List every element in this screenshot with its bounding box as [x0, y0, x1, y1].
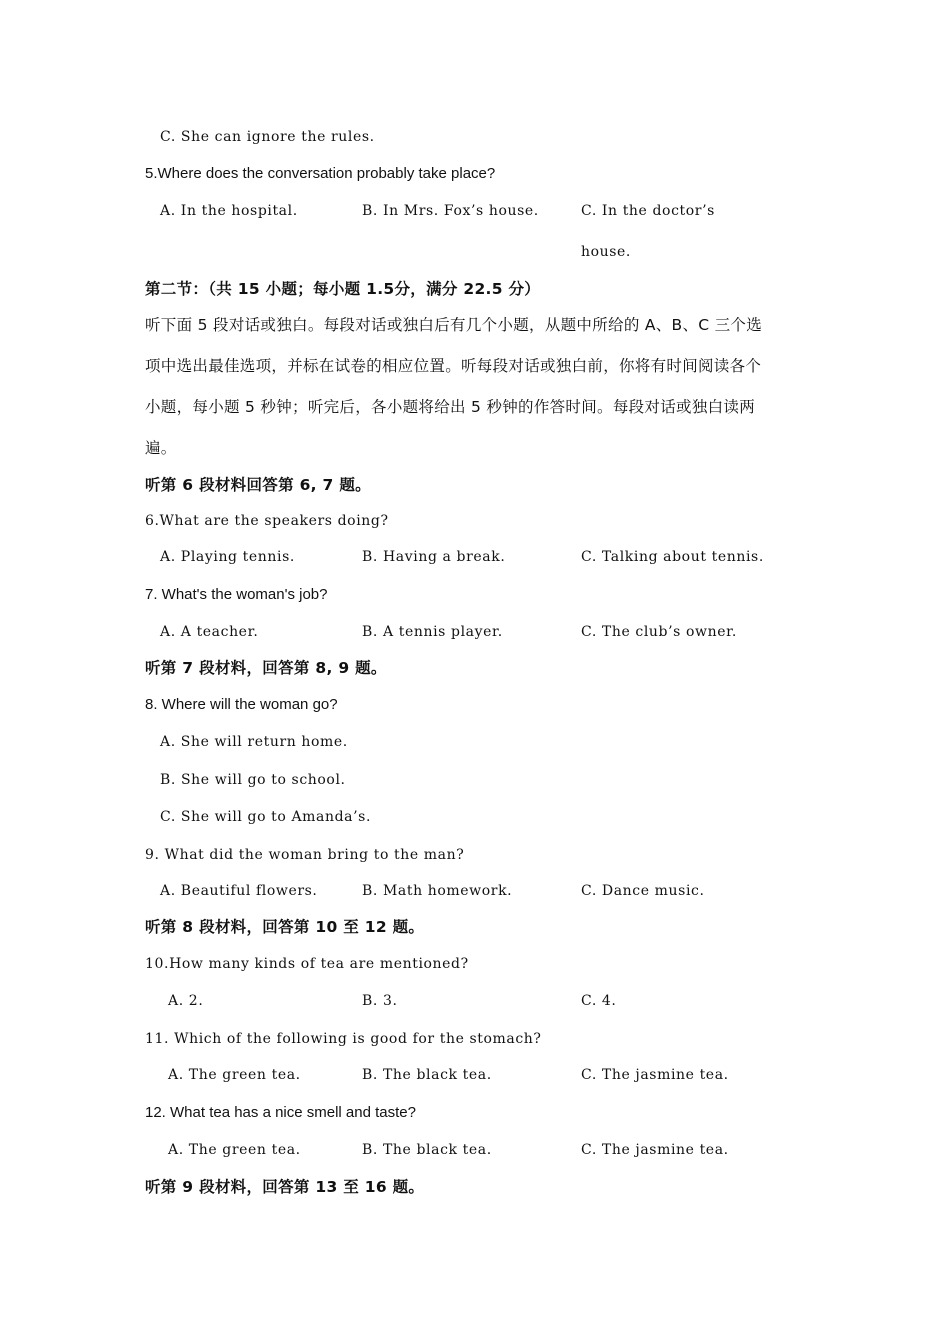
q5-option-b: B. In Mrs. Fox’s house.: [362, 203, 539, 219]
q10-stem: 10.How many kinds of tea are mentioned?: [145, 956, 469, 972]
q8-stem: 8. Where will the woman go?: [145, 696, 338, 713]
passage9-heading: 听第 9 段材料，回答第 13 至 16 题。: [145, 1178, 425, 1196]
q11-option-b: B. The black tea.: [362, 1067, 492, 1083]
q12-stem: 12. What tea has a nice smell and taste?: [145, 1104, 416, 1121]
q6-option-b: B. Having a break.: [362, 549, 506, 565]
q9-stem: 9. What did the woman bring to the man?: [145, 847, 465, 863]
section2-instructions-line-4: 遍。: [145, 439, 177, 457]
q8-option-a: A. She will return home.: [160, 734, 348, 750]
q9-option-b: B. Math homework.: [362, 883, 513, 899]
q7-option-c: C. The club’s owner.: [581, 624, 737, 640]
q10-option-a: A. 2.: [168, 993, 204, 1009]
q10-option-b: B. 3.: [362, 993, 398, 1009]
section2-heading: 第二节：（共 15 小题；每小题 1.5分，满分 22.5 分）: [145, 280, 541, 298]
passage8-heading: 听第 8 段材料，回答第 10 至 12 题。: [145, 918, 425, 936]
q8-option-b: B. She will go to school.: [160, 772, 346, 788]
section2-instructions-line-2: 项中选出最佳选项，并标在试卷的相应位置。听每段对话或独白前，你将有时间阅读各个: [145, 357, 762, 375]
q6-option-c: C. Talking about tennis.: [581, 549, 764, 565]
section2-instructions-line-1: 听下面 5 段对话或独白。每段对话或独白后有几个小题，从题中所给的 A、B、C 三个选: [145, 316, 763, 334]
q5-option-c-wrap: house.: [581, 244, 631, 260]
q11-option-a: A. The green tea.: [168, 1067, 301, 1083]
q12-option-b: B. The black tea.: [362, 1142, 492, 1158]
q7-option-a: A. A teacher.: [160, 624, 259, 640]
q5-option-c: C. In the doctor’s: [581, 203, 715, 219]
q6-option-a: A. Playing tennis.: [160, 549, 295, 565]
passage6-heading: 听第 6 段材料回答第 6, 7 题。: [145, 476, 371, 494]
q5-stem: 5.Where does the conversation probably take place?: [145, 165, 496, 182]
q7-option-b: B. A tennis player.: [362, 624, 503, 640]
q11-stem: 11. Which of the following is good for the stomach?: [145, 1031, 542, 1047]
q12-option-c: C. The jasmine tea.: [581, 1142, 729, 1158]
q6-stem: 6.What are the speakers doing?: [145, 513, 389, 529]
q5-option-a: A. In the hospital.: [160, 203, 298, 219]
q10-option-c: C. 4.: [581, 993, 617, 1009]
q8-option-c: C. She will go to Amanda’s.: [160, 809, 372, 825]
passage7-heading: 听第 7 段材料，回答第 8, 9 题。: [145, 659, 387, 677]
q7-stem: 7. What's the woman's job?: [145, 586, 328, 603]
section2-instructions-line-3: 小题，每小题 5 秒钟；听完后，各小题将给出 5 秒钟的作答时间。每段对话或独白读两: [145, 398, 756, 416]
q11-option-c: C. The jasmine tea.: [581, 1067, 729, 1083]
q9-option-c: C. Dance music.: [581, 883, 705, 899]
q12-option-a: A. The green tea.: [168, 1142, 301, 1158]
q9-option-a: A. Beautiful flowers.: [160, 883, 318, 899]
q4-option-c: C. She can ignore the rules.: [160, 129, 375, 145]
